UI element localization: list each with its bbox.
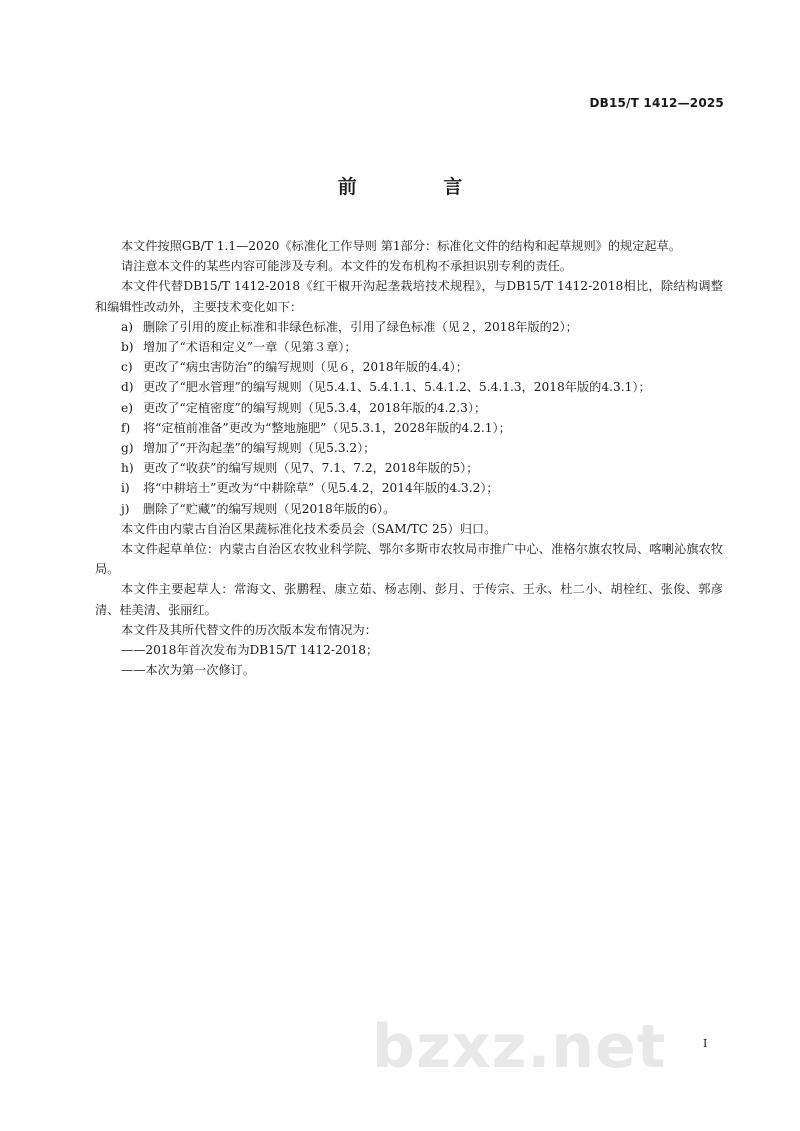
paragraph-drafters: 本文件主要起草人：常海文、张鹏程、康立茹、杨志刚、彭月、于传宗、王永、杜二小、胡栓红、张俊、郭彦清、桂美清、张丽红。 [95,582,723,617]
paragraph-drafting-rules: 本文件按照GB/T 1.1—2020《标准化工作导则 第1部分：标准化文件的结构和起草规则》的规定起草。 [121,239,681,253]
paragraph-committee: 本文件由内蒙古自治区果蔬标准化技术委员会（SAM/TC 25）归口。 [121,521,497,536]
change-item-d: d) 更改了“肥水管理”的编写规则（见5.4.1、5.4.1.1、5.4.1.2、5.4.1.3，2018年版的4.3.1）； [121,380,651,395]
paragraph-patent-notice: 请注意本文件的某些内容可能涉及专利。本文件的发布机构不承担识别专利的责任。 [121,259,572,274]
change-item-i: i) 将“中耕培土”更改为“中耕除草”（见5.4.2，2014年版的4.3.2）； [121,481,499,496]
change-item-f: f) 将“定植前准备”更改为“整地施肥”（见5.3.1，2028年版的4.2.1）； [121,420,511,435]
change-item-j: j) 删除了“贮藏”的编写规则（见2018年版的6）。 [121,501,396,516]
document-code: DB15/T 1412—2025 [589,96,724,110]
change-item-e: e) 更改了“定植密度”的编写规则（见5.3.4，2018年版的4.2.3）； [121,400,487,415]
paragraph-drafting-units: 本文件起草单位：内蒙古自治区农牧业科学院、鄂尔多斯市农牧局市推广中心、准格尔旗农牧局、喀喇沁旗农牧局。 [95,542,723,577]
paragraph-version-history: 本文件及其所代替文件的历次版本发布情况为： [121,622,377,637]
change-item-c: c) 更改了“病虫害防治”的编写规则（见６，2018年版的4.4）； [121,360,468,375]
history-item-first: ——2018年首次发布为DB15/T 1412-2018； [121,643,379,658]
change-item-g: g) 增加了“开沟起垄”的编写规则（见5.3.2）； [121,441,376,456]
paragraph-replacement: 本文件代替DB15/T 1412-2018《红干椒开沟起垄栽培技术规程》，与DB15/T 1412-2018相比，除结构调整和编辑性改动外，主要技术变化如下： [95,279,723,314]
page-title: 前 言 [337,176,503,198]
history-item-revision: ——本次为第一次修订。 [121,663,256,678]
watermark: bzxz.net [372,1012,667,1082]
foreword-body [95,236,723,680]
change-item-a: a) 删除了引用的废止标准和非绿色标准，引用了绿色标准（见２，2018年版的2）； [121,319,578,334]
page-number: I [703,1037,708,1050]
change-item-h: h) 更改了“收获”的编写规则（见7、7.1、7.2，2018年版的5）； [121,461,479,476]
change-item-b: b) 增加了“术语和定义”一章（见第３章）； [121,340,357,355]
